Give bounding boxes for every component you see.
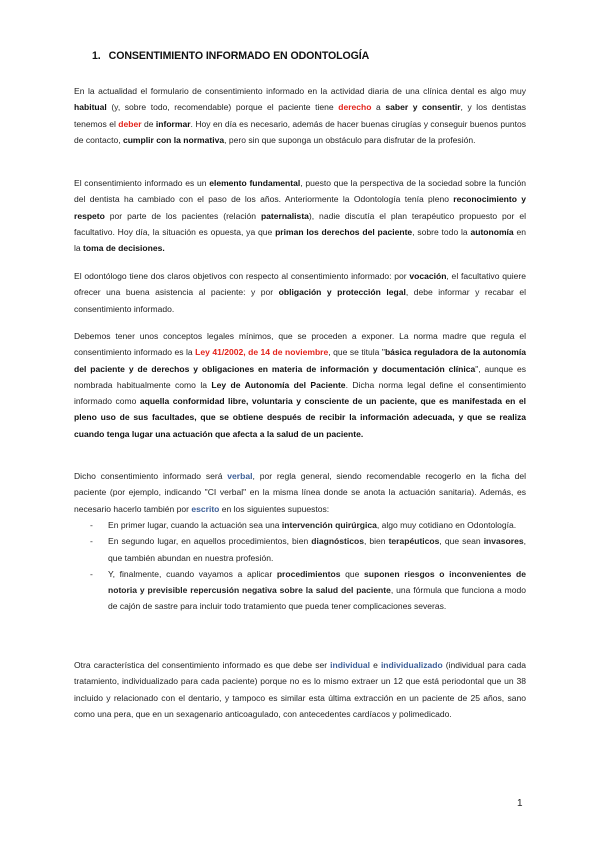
bold-text: diagnósticos <box>311 536 364 547</box>
text: ", aunque es nombrada habitualmente como la <box>74 363 526 390</box>
bold-text: paternalista <box>260 210 309 221</box>
text: El consentimiento informado es un <box>74 178 210 188</box>
text: En la actualidad el formulario de consentimiento informado en la actividad diaria de una clínica dental es algo muy <box>74 86 526 96</box>
bold-text: elemento fundamental <box>209 178 301 188</box>
paragraph-objetivos <box>74 268 526 317</box>
paragraph-ley <box>74 328 526 442</box>
text: , sobre todo la <box>412 226 471 237</box>
text: , pero sin que suponga un obstáculo para disfrutar de la profesión. <box>224 134 476 145</box>
text: Dicho consentimiento informado será <box>74 471 228 481</box>
highlight-red-text: deber <box>118 118 142 129</box>
bold-text: informar <box>155 118 191 129</box>
text: , una fórmula que funciona a modo de cajón de sastre para incluir todo tratamiento que pueda tener complicaciones severas. <box>108 585 527 612</box>
text: , y los dentistas tenemos el <box>74 102 527 129</box>
text: de <box>141 118 156 129</box>
bold-text: cumplir con la normativa <box>122 134 225 145</box>
text: por parte de los pacientes (relación <box>104 210 261 221</box>
bold-text: priman los derechos del paciente <box>275 226 413 237</box>
bold-text: terapéuticos <box>388 536 440 547</box>
text: . Dicha norma legal define el consentimiento informado como <box>74 379 526 407</box>
highlight-blue-text: verbal <box>227 471 253 481</box>
text: Y, finalmente, cuando vayamos a aplicar <box>108 568 277 579</box>
text: , puesto que la perspectiva de la sociedad sobre la función del dentista ha cambiado con el paso de los años. Anteriormente la Odontología tenía pleno <box>74 178 526 205</box>
list-dash: - <box>90 520 93 530</box>
heading-title: CONSENTIMIENTO INFORMADO EN ODONTOLOGÍA <box>108 50 370 62</box>
highlight-red-text: derecho <box>338 102 372 113</box>
text: Otra característica del consentimiento informado es que debe ser <box>74 660 331 670</box>
bold-text: habitual <box>74 102 107 113</box>
text: en los siguientes supuestos: <box>219 503 330 514</box>
bold-text: intervención quirúrgica <box>281 520 377 530</box>
text: En segundo lugar, en aquellos procedimientos, bien <box>108 536 312 547</box>
supuestos-list <box>74 517 526 615</box>
paragraph-verbal <box>74 468 526 517</box>
text: , por regla general, siendo recomendable recogerlo en la ficha del paciente (por ejemplo, indicando "CI verbal" en la misma línea donde se anota la actuación sanitaria). Además, es necesario hacerlo también por <box>74 471 526 514</box>
list-dash: - <box>90 536 93 547</box>
section-heading <box>92 50 369 62</box>
text: e <box>370 660 381 670</box>
text: que <box>340 568 364 579</box>
text: en la <box>74 226 527 254</box>
bold-text: Ley de Autonomía del Paciente <box>211 379 346 390</box>
text: , debe informar y recabar el consentimiento informado. <box>74 287 526 314</box>
bold-text: aquella conformidad libre, voluntaria y consciente de un paciente, que es manifestada en el pleno uso de sus facultades, que se obtiene después de recibir la información adecuada, y que se realiza cuando tenga lugar una actuación que afecta a la salud de un paciente. <box>74 396 526 439</box>
text: , el facultativo quiere ofrecer una buena asistencia al paciente: y por <box>74 271 526 298</box>
text: Debemos tener unos conceptos legales mínimos, que se proceden a exponer. La norma madre que regula el consentimiento informado es la <box>74 331 526 358</box>
text: . Hoy en día es necesario, además de hacer buenas cirugías y conseguir buenos puntos de contacto, <box>74 118 526 145</box>
list-item <box>74 517 526 533</box>
text: , que se titula " <box>328 347 385 358</box>
bold-text: reconocimiento y respeto <box>74 194 526 221</box>
text: En primer lugar, cuando la actuación sea una <box>108 520 282 530</box>
bold-text: obligación y protección legal <box>278 287 406 298</box>
bold-text: invasores <box>483 536 524 547</box>
bold-text: saber y consentir <box>385 102 461 113</box>
text: , algo muy cotidiano en Odontología. <box>376 520 517 530</box>
page-number: 1 <box>517 798 523 809</box>
bold-text: básica reguladora de la autonomía del paciente y de derechos y obligaciones en materia de información y documentación clínica <box>74 347 526 374</box>
list-item <box>74 533 526 566</box>
bold-text: autonomía <box>470 226 514 237</box>
bold-text: suponen riesgos o inconvenientes de notoria y previsible repercusión negativa sobre la salud del paciente <box>108 568 526 596</box>
highlight-blue-text: individualizado <box>380 660 443 670</box>
text: , que sean <box>439 536 484 547</box>
highlight-blue-text: escrito <box>191 503 220 514</box>
paragraph-intro <box>74 83 526 148</box>
text: El odontólogo tiene dos claros objetivos con respecto al consentimiento informado: por <box>74 271 410 281</box>
heading-number: 1. <box>92 50 101 62</box>
paragraph-elemento <box>74 175 526 256</box>
paragraph-individual <box>74 657 526 722</box>
list-dash: - <box>90 568 93 579</box>
text: , bien <box>363 536 389 547</box>
bold-text: toma de decisiones. <box>83 243 165 254</box>
highlight-blue-text: individual <box>330 660 371 670</box>
bold-text: procedimientos <box>276 568 341 579</box>
list-item <box>74 566 526 615</box>
highlight-red-text: Ley 41/2002, de 14 de noviembre <box>195 347 329 358</box>
text: a <box>371 102 386 113</box>
text: (y, sobre todo, recomendable) porque el paciente tiene <box>106 102 339 113</box>
bold-text: vocación <box>409 271 447 281</box>
text: (individual para cada tratamiento, individualizado para cada paciente) porque no es lo mismo extraer un 12 que está periodontal que un 38 incluido y relacionado con el dentario, y tampoco es similar esta última extracción en un paciente de 25 años, sano como una pera, que en un sexagenario anticoagulado, con antecedentes cardíacos y polimedicado. <box>74 660 527 719</box>
text: ), nadie discutía el plan terapéutico propuesto por el facultativo. Hoy día, la situación es opuesta, ya que <box>74 210 526 237</box>
text: , que también abundan en nuestra profesión. <box>108 536 526 563</box>
